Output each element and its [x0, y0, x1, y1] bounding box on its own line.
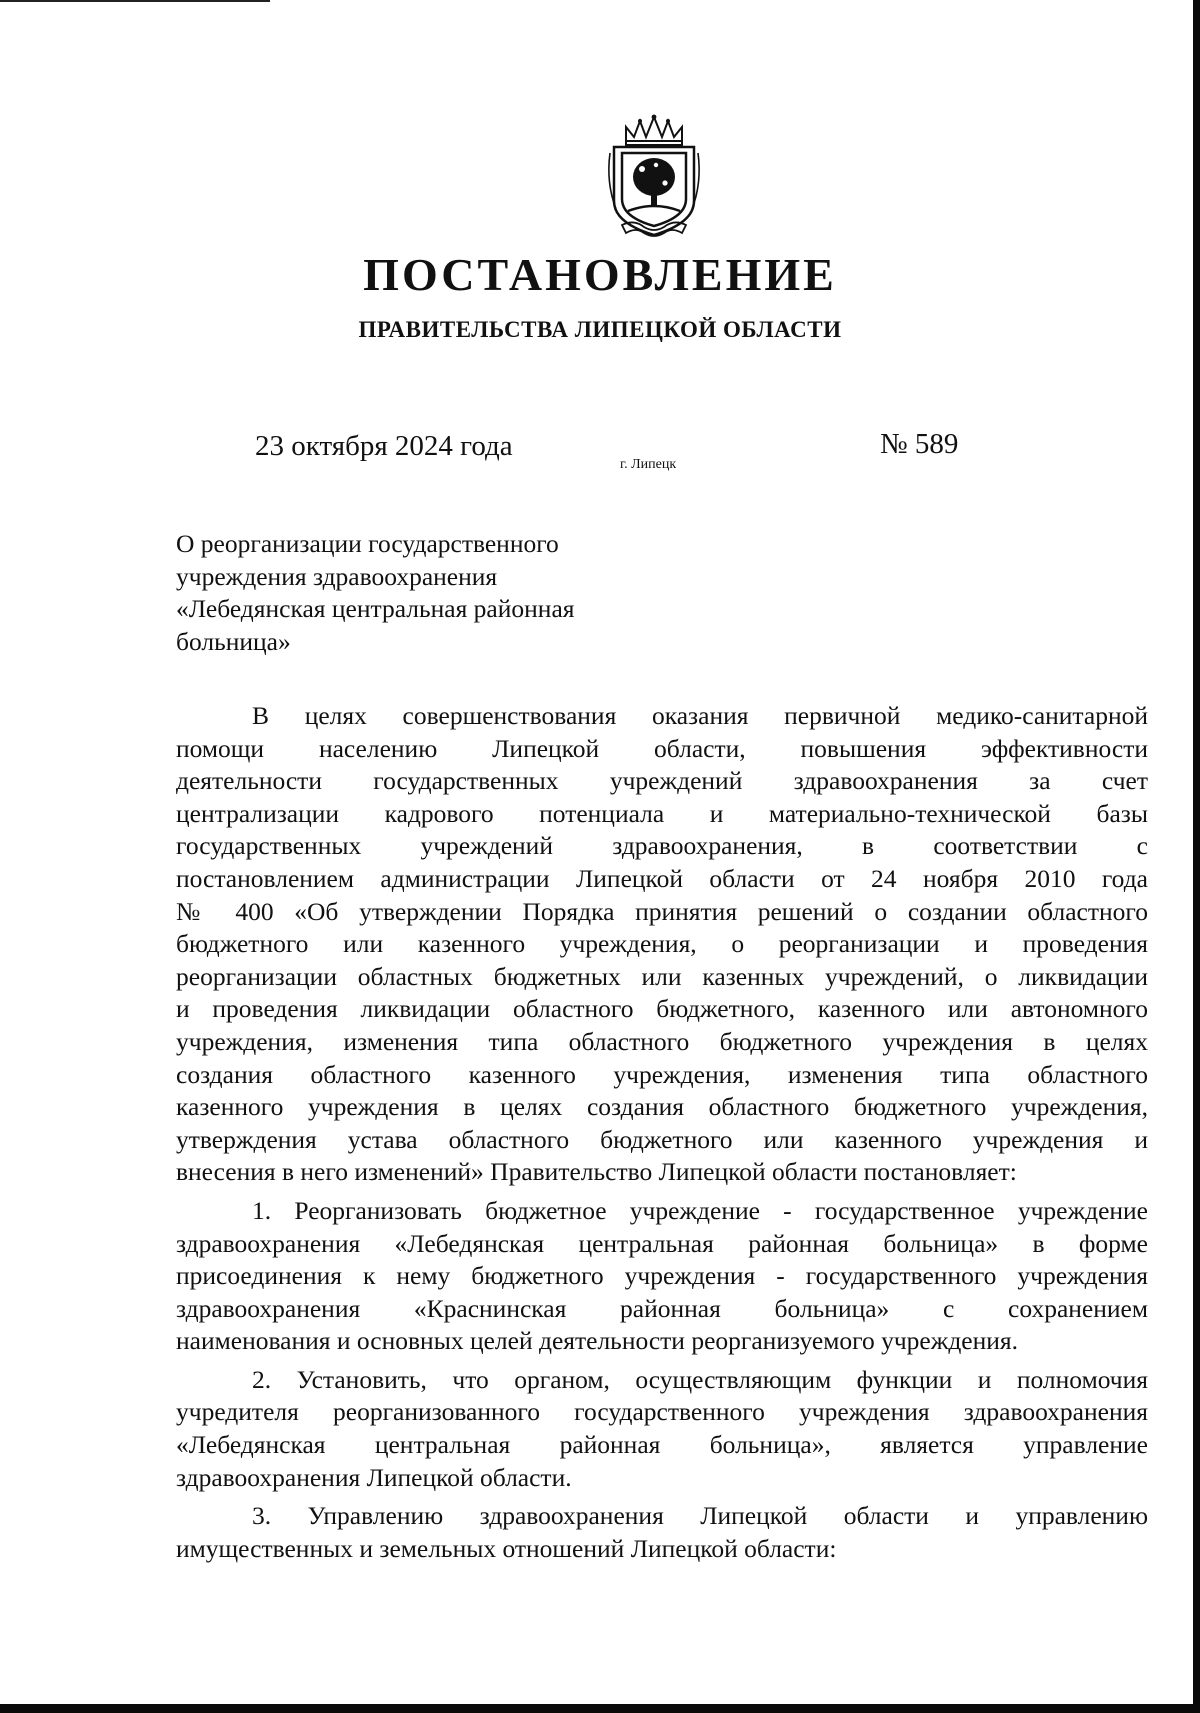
- body-line: наименования и основных целей деятельности реорганизуемого учреждения.: [176, 1326, 1019, 1356]
- document-number: № 589: [880, 428, 959, 460]
- body-line: № 400 «Об утверждении Порядка принятия решений о создании областного: [176, 896, 1148, 926]
- scan-artifact-top: [0, 0, 270, 2]
- body-line: деятельности государственных учреждений здравоохранения за счет: [176, 766, 1148, 796]
- lipetsk-coat-of-arms-icon: [604, 113, 704, 241]
- body-line: 3. Управлению здравоохранения Липецкой области и управлению: [252, 1501, 1148, 1531]
- body-line: имущественных и земельных отношений Липецкой области:: [176, 1533, 837, 1563]
- body-line: помощи населению Липецкой области, повышения эффективности: [176, 733, 1148, 763]
- body-line: и проведения ликвидации областного бюджетного, казенного или автономного: [176, 994, 1148, 1024]
- body-line: «Лебедянская центральная районная больница», является управление: [176, 1430, 1148, 1460]
- body-line: 1. Реорганизовать бюджетное учреждение - государственное учреждение: [252, 1195, 1148, 1225]
- body-line: государственных учреждений здравоохранения, в соответствии с: [176, 831, 1148, 861]
- subject-line: учреждения здравоохранения: [176, 561, 498, 591]
- body-line: бюджетного или казенного учреждения, о реорганизации и проведения: [176, 929, 1148, 959]
- body-line: здравоохранения «Лебедянская центральная районная больница» в форме: [176, 1228, 1148, 1258]
- clause-3-paragraph: [176, 1500, 1148, 1565]
- body-line: реорганизации областных бюджетных или казенных учреждений, о ликвидации: [176, 961, 1148, 991]
- document-issuer: ПРАВИТЕЛЬСТВА ЛИПЕЦКОЙ ОБЛАСТИ: [358, 317, 842, 342]
- subject-line: больница»: [176, 626, 291, 656]
- document-subject: [176, 528, 656, 658]
- body-line: создания областного казенного учреждения, изменения типа областного: [176, 1059, 1148, 1089]
- body-line: здравоохранения Липецкой области.: [176, 1462, 572, 1492]
- body-line: учредителя реорганизованного государственного учреждения здравоохранения: [176, 1397, 1148, 1427]
- document-date: 23 октября 2024 года: [255, 430, 513, 462]
- document-title: ПОСТАНОВЛЕНИЕ: [363, 249, 837, 300]
- body-line: учреждения, изменения типа областного бюджетного учреждения в целях: [176, 1026, 1148, 1056]
- body-line: казенного учреждения в целях создания областного бюджетного учреждения,: [176, 1092, 1148, 1122]
- body-line: присоединения к нему бюджетного учреждения - государственного учреждения: [176, 1261, 1148, 1291]
- body-line: внесения в него изменений» Правительство Липецкой области постановляет:: [176, 1157, 1017, 1187]
- body-line: постановлением администрации Липецкой области от 24 ноября 2010 года: [176, 863, 1148, 893]
- body-line: централизации кадрового потенциала и материально-технической базы: [176, 798, 1148, 828]
- subject-line: О реорганизации государственного: [176, 529, 559, 558]
- body-line: утверждения устава областного бюджетного или казенного учреждения и: [176, 1124, 1148, 1154]
- scan-edge-bottom: [0, 1704, 1200, 1713]
- body-line: В целях совершенствования оказания первичной медико-санитарной: [252, 701, 1148, 730]
- clause-2-paragraph: [176, 1364, 1148, 1494]
- body-line: здравоохранения «Краснинская районная больница» с сохранением: [176, 1293, 1148, 1323]
- clause-1-paragraph: [176, 1195, 1148, 1358]
- document-city: г. Липецк: [620, 457, 677, 472]
- body-line: 2. Установить, что органом, осуществляющим функции и полномочия: [252, 1364, 1148, 1394]
- preamble-paragraph: [176, 700, 1148, 1189]
- subject-line: «Лебедянская центральная районная: [176, 594, 575, 623]
- document-body: [176, 700, 1148, 1571]
